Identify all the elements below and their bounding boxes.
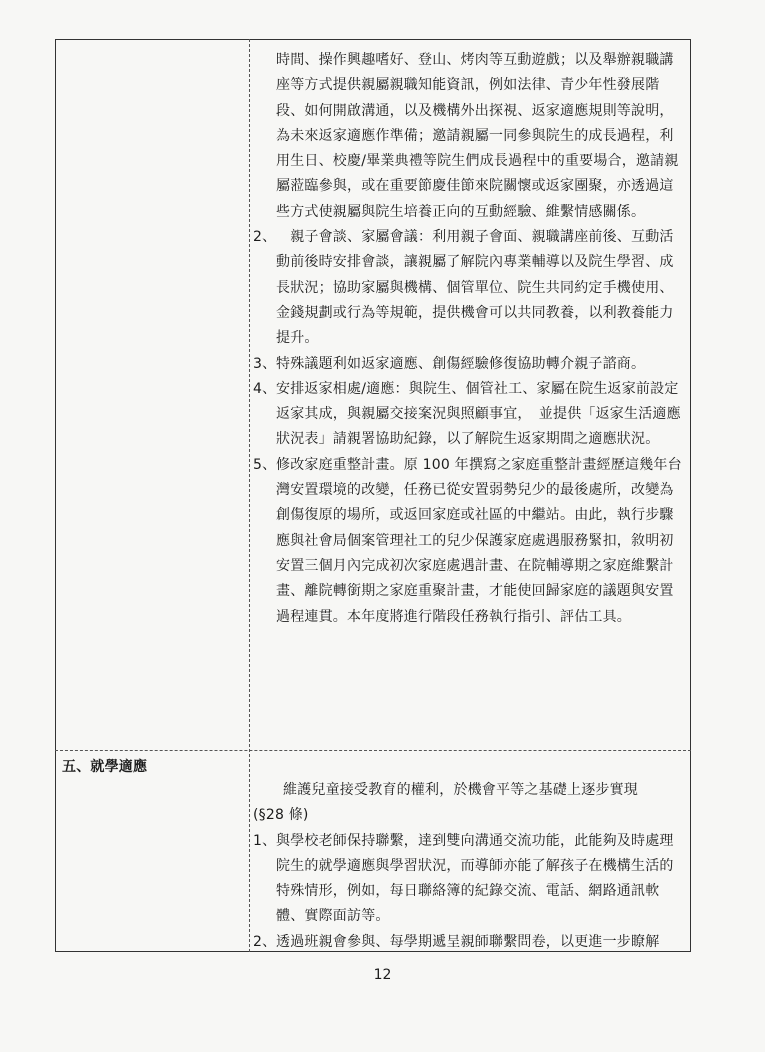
- continuation-paragraph: 時間、操作興趣嗜好、登山、烤肉等互動遊戲；以及舉辦親職講座等方式提供親屬親職知能資訊，例如法律、青少年性發展階段、如何開啟溝通，以及機構外出探視、返家適應規則等說明，為未來返家適應作準備；邀請親屬一同參與院生的成長過程，利用生日、校慶/畢業典禮等院生們成長過程中的重要場合，邀請親屬蒞臨參與，或在重要節慶佳節來院關懷或返家團聚，亦透過這些方式使親屬與院生培養正向的互動經驗、維繫情感關係。: [276, 52, 679, 220]
- list-number: 5、: [253, 456, 277, 473]
- list-item: [253, 453, 687, 630]
- list-item: [253, 225, 687, 351]
- law-reference: (§28 條): [253, 807, 309, 824]
- lower-right-cell: [253, 778, 687, 955]
- list-number: 1、: [253, 832, 277, 849]
- list-number: 2、: [253, 933, 277, 950]
- section-intro: 維護兒童接受教育的權利，於機會平等之基礎上逐步實現: [283, 782, 638, 798]
- list-text: 透過班親會參與、每學期遞呈親師聯繫問卷，以更進一步瞭解: [276, 933, 660, 950]
- column-divider: [249, 39, 250, 952]
- list-text: 修改家庭重整計畫。原 100 年撰寫之家庭重整計畫經歷這幾年台灣安置環境的改變，任務已從安置弱勢兒少的最後處所，改變為創傷復原的場所，或返回家庭或社區的中繼站。由此，執行步驟應與社會局個案管理社工的兒少保護家庭處遇服務緊扣，敘明初安置三個月內完成初次家庭處遇計畫、在院輔導期之家庭維繫計畫、離院轉銜期之家庭重聚計畫，才能使回歸家庭的議題與安置過程連貫。本年度將進行階段任務執行指引、評估工具。: [276, 456, 682, 625]
- row-divider: [55, 750, 691, 751]
- list-item: [253, 377, 693, 453]
- list-number: 4、: [253, 380, 277, 397]
- list-item: [253, 352, 687, 377]
- page-number: 12: [373, 967, 392, 983]
- upper-right-cell: [253, 48, 693, 630]
- list-number: 2、: [253, 229, 277, 246]
- list-text: 與學校老師保持聯繫，達到雙向溝通交流功能，此能夠及時處理院生的就學適應與學習狀況，而導師亦能了解孩子在機構生活的特殊情形，例如，每日聯絡簿的紀錄交流、電話、網路通訊軟體、實際面訪等。: [276, 832, 674, 925]
- list-item: [253, 930, 687, 955]
- list-number: 3、: [253, 355, 277, 372]
- list-text: 安排返家相處/適應：與院生、個管社工、家屬在院生返家前設定 返家其成，與親屬交接案況與照顧事宜， 並提供「返家生活適應狀況表」請親署協助紀錄，以了解院生返家期間之適應狀況。: [276, 380, 693, 448]
- section-title: 五、就學適應: [62, 759, 148, 775]
- list-text: 特殊議題利如返家適應、創傷經驗修復協助轉介親子諮商。: [276, 355, 646, 372]
- list-text: 親子會談、家屬會議：利用親子會面、親職講座前後、互動活動前後時安排會談，讓親屬了解院內專業輔導以及院生學習、成長狀況；協助家屬與機構、個管單位、院生共同約定手機使用、金錢規劃或行為等規範，提供機會可以共同教養，以利教養能力提升。: [276, 229, 674, 347]
- list-item: [253, 829, 687, 930]
